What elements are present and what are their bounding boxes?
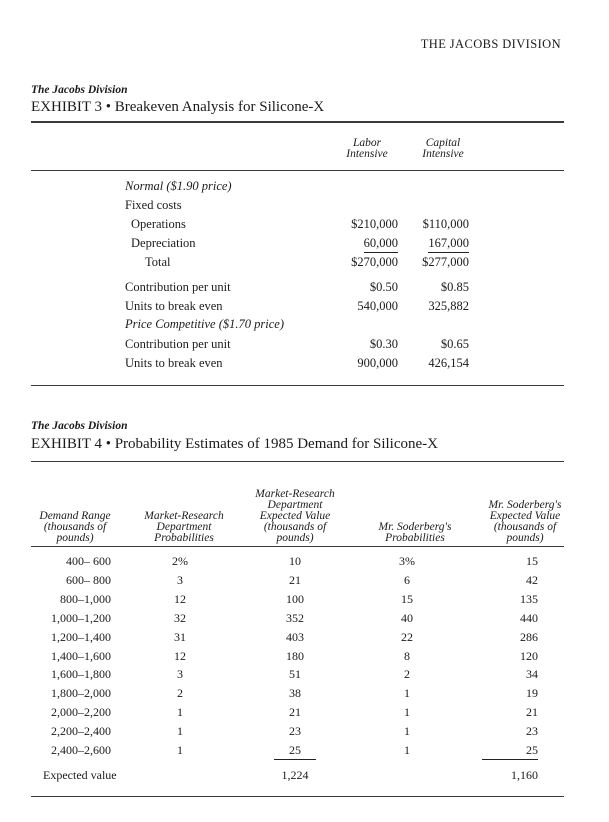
soderberg-probabilities-header xyxy=(360,522,470,544)
demand-range: 2,000–2,200 xyxy=(51,705,111,719)
header-line: pounds) xyxy=(56,532,94,544)
exhibit4-top-rule xyxy=(31,461,564,462)
exhibit4-header-rule xyxy=(31,546,564,547)
labor-value: 900,000 xyxy=(357,356,398,370)
header-line: Expected Value xyxy=(259,510,331,522)
mr-expected-value: 38 xyxy=(289,686,301,700)
exhibit3-row-label: Fixed costs xyxy=(125,198,182,212)
mr-probability: 2% xyxy=(172,554,188,568)
capital-value: $0.85 xyxy=(440,280,469,294)
soderberg-probability: 8 xyxy=(404,649,410,663)
demand-range: 1,200–1,400 xyxy=(51,630,111,644)
mr-probability: 3 xyxy=(177,667,183,681)
header-line: Department xyxy=(267,499,323,511)
mr-probability: 1 xyxy=(177,743,183,757)
header-line: Department xyxy=(156,521,212,533)
mr-probabilities-header xyxy=(128,511,240,544)
capital-value: $110,000 xyxy=(422,217,469,231)
capital-intensive-header: Capital Intensive xyxy=(422,137,464,160)
header-line: Mr. Soderberg's xyxy=(378,521,452,533)
exhibit3-row-label: Units to break even xyxy=(125,356,223,370)
mr-expected-value-header xyxy=(235,489,355,544)
exhibit3-division: The Jacobs Division xyxy=(31,84,128,96)
header-line: (thousands of xyxy=(263,521,327,533)
mr-probability: 1 xyxy=(177,705,183,719)
mr-probability: 1 xyxy=(177,724,183,738)
mr-probability: 32 xyxy=(174,611,186,625)
exhibit3-title: EXHIBIT 3 • Breakeven Analysis for Silicone-X xyxy=(31,99,325,115)
soderberg-expected-value: 120 xyxy=(520,649,538,663)
exhibit3-row-label: Contribution per unit xyxy=(125,337,231,351)
mr-expected-value: 180 xyxy=(286,649,304,663)
demand-range: 400– 600 xyxy=(66,554,111,568)
demand-range: 800–1,000 xyxy=(60,592,111,606)
mr-expected-value: 23 xyxy=(289,724,301,738)
labor-value: $0.30 xyxy=(369,337,398,351)
header-line: (thousands of xyxy=(493,521,557,533)
soderberg-expected-value: 23 xyxy=(526,724,538,738)
mr-expected-value: 100 xyxy=(286,592,304,606)
mr-expected-value: 25 xyxy=(274,743,316,760)
mr-expected-value: 352 xyxy=(286,611,304,625)
header-line: Demand Range xyxy=(39,510,111,522)
labor-value: 540,000 xyxy=(357,299,398,313)
exhibit4-division: The Jacobs Division xyxy=(31,420,128,432)
capital-value: 426,154 xyxy=(428,356,469,370)
soderberg-expected-value: 21 xyxy=(526,705,538,719)
soderberg-probability: 1 xyxy=(404,724,410,738)
labor-intensive-header: Labor Intensive xyxy=(346,137,388,160)
demand-range: 1,400–1,600 xyxy=(51,649,111,663)
exhibit3-row-label: Price Competitive ($1.70 price) xyxy=(125,317,284,331)
labor-value: $210,000 xyxy=(351,217,398,231)
mr-expected-value: 51 xyxy=(289,667,301,681)
capital-value: 167,000 xyxy=(428,236,469,253)
soderberg-probability: 22 xyxy=(401,630,413,644)
mr-expected-value: 10 xyxy=(289,554,301,568)
expected-value-label: Expected value xyxy=(43,768,117,782)
soderberg-probability: 15 xyxy=(401,592,413,606)
demand-range: 600– 800 xyxy=(66,573,111,587)
header-line: Expected Value xyxy=(489,510,561,522)
exhibit3-header-rule xyxy=(31,170,564,171)
capital-value: 325,882 xyxy=(428,299,469,313)
exhibit3-row-label: Operations xyxy=(131,217,186,231)
soderberg-expected-value: 25 xyxy=(482,743,538,760)
exhibit3-row-label: Normal ($1.90 price) xyxy=(125,179,232,193)
capital-value: $0.65 xyxy=(440,337,469,351)
mr-expected-value: 403 xyxy=(286,630,304,644)
exhibit3-row-label: Units to break even xyxy=(125,299,223,313)
header-line: (thousands of xyxy=(43,521,107,533)
demand-range-header xyxy=(25,511,125,544)
mr-probability: 12 xyxy=(174,649,186,663)
soderberg-expected-value: 440 xyxy=(520,611,538,625)
soderberg-probability: 1 xyxy=(404,686,410,700)
exhibit4-bottom-rule xyxy=(31,796,564,797)
soderberg-expected-value-total: 1,160 xyxy=(511,768,538,782)
labor-value: $270,000 xyxy=(351,255,398,269)
soderberg-expected-value: 286 xyxy=(520,630,538,644)
soderberg-expected-value: 34 xyxy=(526,667,538,681)
soderberg-expected-value-header xyxy=(470,500,580,544)
header-line: Mr. Soderberg's xyxy=(488,499,562,511)
labor-value: 60,000 xyxy=(364,236,398,253)
mr-probability: 12 xyxy=(174,592,186,606)
demand-range: 1,600–1,800 xyxy=(51,667,111,681)
soderberg-probability: 1 xyxy=(404,743,410,757)
mr-expected-value: 21 xyxy=(289,573,301,587)
header-line: pounds) xyxy=(276,532,314,544)
exhibit3-top-rule xyxy=(31,121,564,123)
exhibit3-row-label: Contribution per unit xyxy=(125,280,231,294)
running-head: THE JACOBS DIVISION xyxy=(420,37,561,51)
soderberg-expected-value: 15 xyxy=(526,554,538,568)
mr-probability: 3 xyxy=(177,573,183,587)
soderberg-probability: 40 xyxy=(401,611,413,625)
exhibit3-row-label: Total xyxy=(145,255,171,269)
header-line: Probabilities xyxy=(154,532,214,544)
header-line: Market-Research xyxy=(144,510,224,522)
mr-expected-value-total: 1,224 xyxy=(281,768,309,782)
exhibit3-bottom-rule xyxy=(31,385,564,386)
soderberg-probability: 6 xyxy=(404,573,410,587)
soderberg-expected-value: 42 xyxy=(526,573,538,587)
mr-expected-value: 21 xyxy=(289,705,301,719)
demand-range: 2,200–2,400 xyxy=(51,724,111,738)
demand-range: 2,400–2,600 xyxy=(51,743,111,757)
exhibit4-title: EXHIBIT 4 • Probability Estimates of 1985 Demand for Silicone-X xyxy=(31,436,438,452)
header-line: pounds) xyxy=(506,532,544,544)
header-line: Market-Research xyxy=(255,488,335,500)
soderberg-expected-value: 135 xyxy=(520,592,538,606)
exhibit3-row-label: Depreciation xyxy=(131,236,196,250)
mr-probability: 2 xyxy=(177,686,183,700)
soderberg-probability: 2 xyxy=(404,667,410,681)
header-line: Probabilities xyxy=(385,532,445,544)
soderberg-expected-value: 19 xyxy=(526,686,538,700)
capital-value: $277,000 xyxy=(422,255,469,269)
demand-range: 1,000–1,200 xyxy=(51,611,111,625)
soderberg-probability: 3% xyxy=(399,554,415,568)
labor-value: $0.50 xyxy=(369,280,398,294)
demand-range: 1,800–2,000 xyxy=(51,686,111,700)
mr-probability: 31 xyxy=(174,630,186,644)
soderberg-probability: 1 xyxy=(404,705,410,719)
